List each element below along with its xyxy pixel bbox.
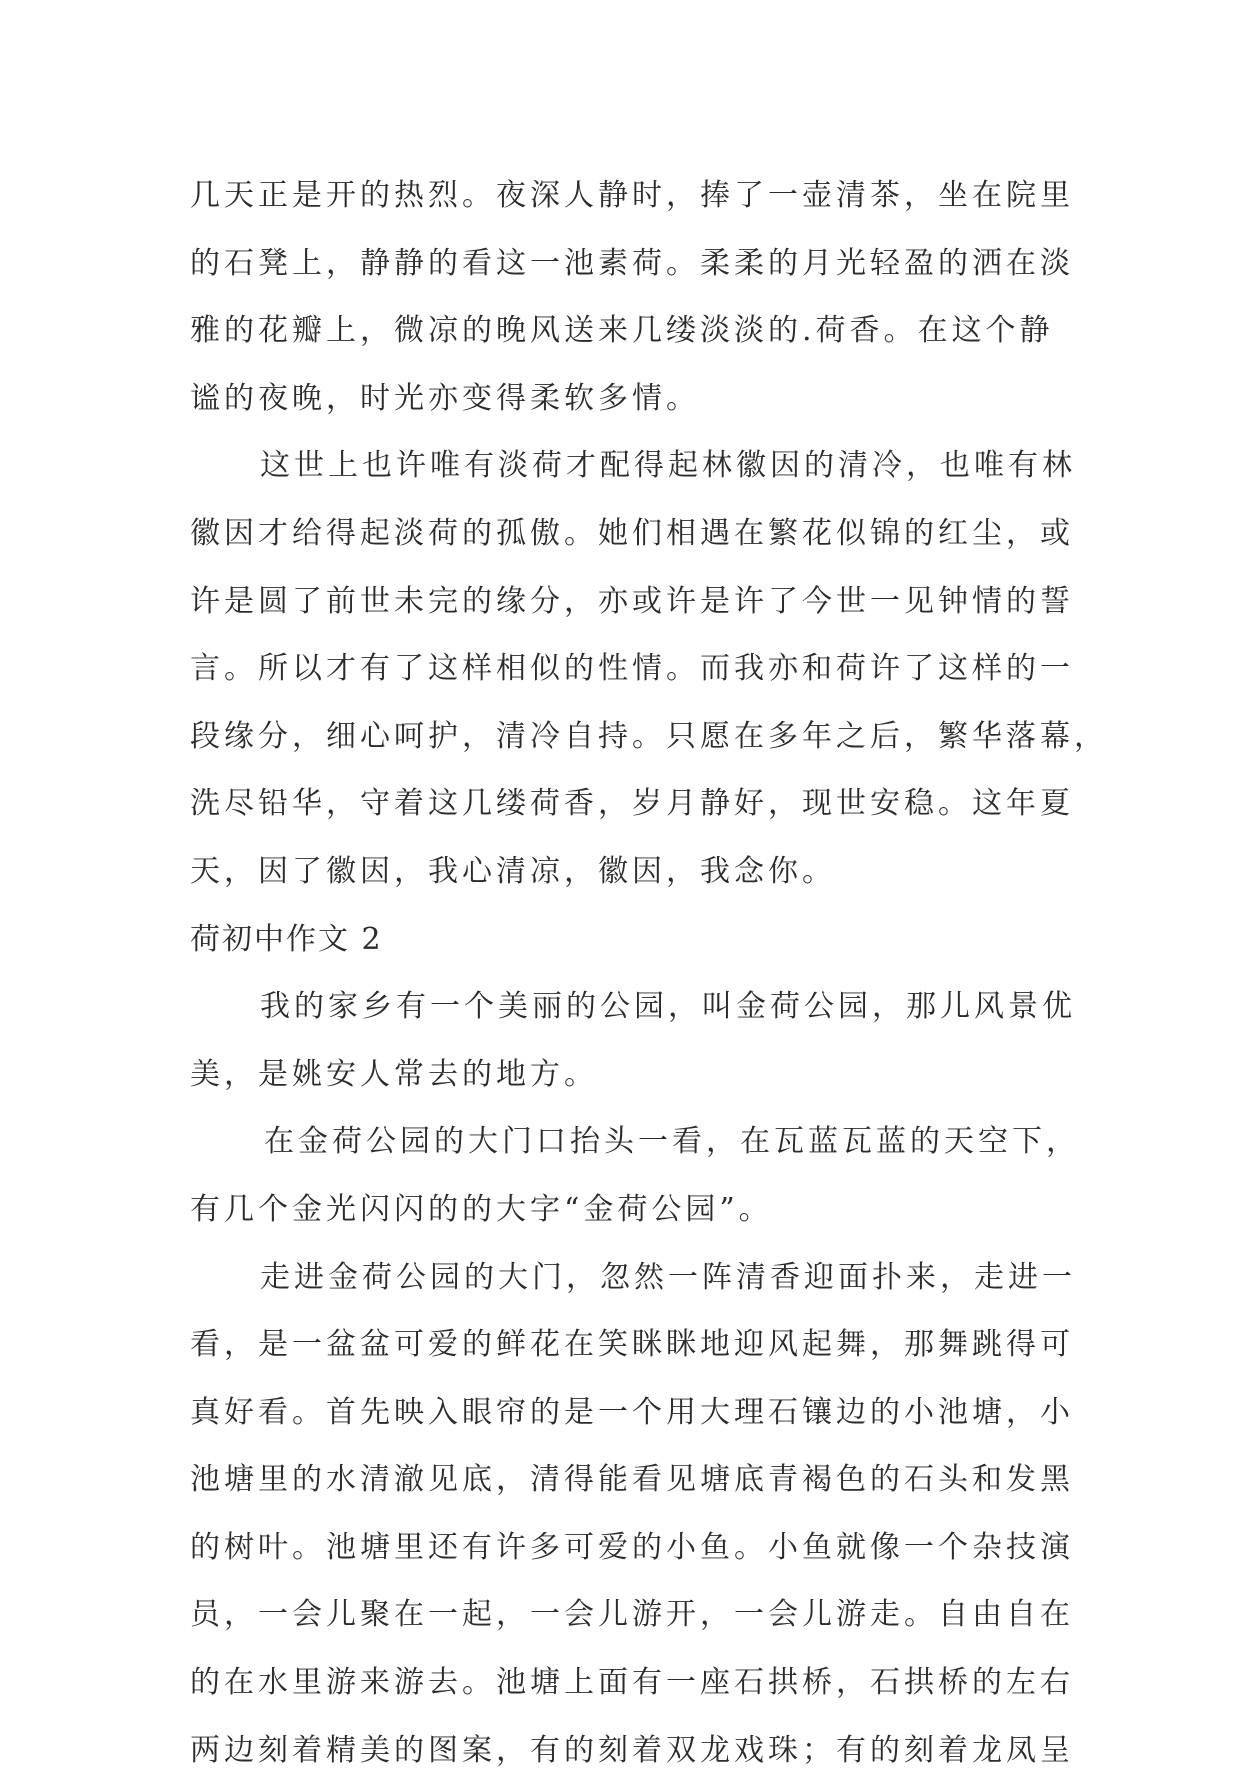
text-line: 有几个金光闪闪的的大字“金荷公园”。 (190, 1191, 773, 1227)
paragraph-first-line: 这世上也许唯有淡荷才配得起林徽因的清冷，也唯有林 (260, 448, 1076, 484)
text-line: 洗尽铅华，守着这几缕荷香，岁月静好，现世安稳。这年夏 (190, 786, 1074, 822)
text-line: 池塘里的水清澈见底，清得能看见塘底青褐色的石头和发黑 (190, 1462, 1074, 1498)
text-line: 天，因了徽因，我心清凉，徽因，我念你。 (190, 853, 836, 889)
essay-body (190, 162, 1108, 1784)
text-line: 的石凳上，静静的看这一池素荷。柔柔的月光轻盈的洒在淡 (190, 245, 1074, 281)
paragraph-first-line: 在金荷公园的大门口抬头一看，在瓦蓝瓦蓝的天空下， (264, 1124, 1080, 1160)
text-line: 雅的花瓣上，微凉的晚风送来几缕淡淡的.荷香。在这个静 (190, 313, 1054, 349)
text-line: 真好看。首先映入眼帘的是一个用大理石镶边的小池塘，小 (190, 1394, 1074, 1430)
text-line: 员，一会儿聚在一起，一会儿游开，一会儿游走。自由自在 (190, 1597, 1074, 1633)
text-line: 徽因才给得起淡荷的孤傲。她们相遇在繁花似锦的红尘，或 (190, 515, 1074, 551)
text-line: 美，是姚安人常去的地方。 (190, 1056, 598, 1092)
paragraph-first-line: 走进金荷公园的大门，忽然一阵清香迎面扑来，走进一 (260, 1259, 1076, 1295)
text-line: 的树叶。池塘里还有许多可爱的小鱼。小鱼就像一个杂技演 (190, 1529, 1074, 1565)
text-line: 谧的夜晚，时光亦变得柔软多情。 (190, 380, 700, 416)
text-line: 两边刻着精美的图案，有的刻着双龙戏珠；有的刻着龙凤呈 (190, 1732, 1074, 1768)
text-line: 许是圆了前世未完的缘分，亦或许是许了今世一见钟情的誓 (190, 583, 1074, 619)
text-line: 的在水里游来游去。池塘上面有一座石拱桥，石拱桥的左右 (190, 1665, 1074, 1701)
text-line: 段缘分，细心呵护，清冷自持。只愿在多年之后，繁华落幕， (190, 718, 1108, 754)
text-line: 言。所以才有了这样相似的性情。而我亦和荷许了这样的一 (190, 651, 1074, 687)
text-line: 几天正是开的热烈。夜深人静时，捧了一壶清茶，坐在院里 (190, 178, 1074, 213)
text-line: 看，是一盆盆可爱的鲜花在笑眯眯地迎风起舞，那舞跳得可 (190, 1327, 1074, 1363)
paragraph-first-line: 我的家乡有一个美丽的公园，叫金荷公园，那儿风景优 (260, 989, 1076, 1025)
section-heading: 荷初中作文 2 (190, 921, 383, 957)
